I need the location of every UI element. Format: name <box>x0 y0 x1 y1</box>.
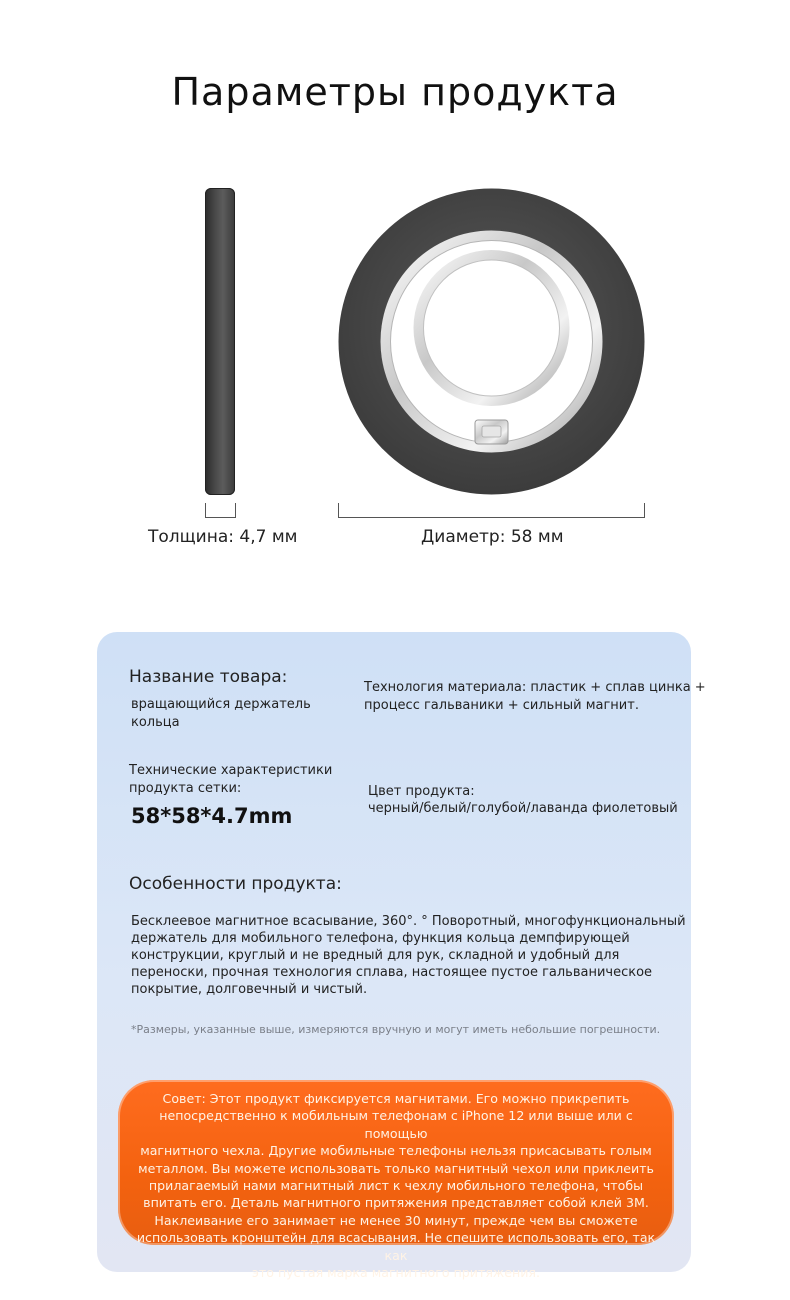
tip-line: непосредственно к мобильным телефонам с iPhone 12 или выше или с помощью <box>159 1108 633 1141</box>
thickness-dimension-bracket <box>205 503 236 518</box>
color-heading: Цвет продукта: <box>368 784 475 799</box>
product-front-view-image <box>338 188 645 495</box>
features-line: конструкции, круглый и не вредный для рук, складной и удобный для <box>131 948 620 963</box>
material-technology <box>364 679 706 715</box>
mesh-heading-line: продукта сетки: <box>129 781 242 796</box>
tip-box <box>118 1080 674 1281</box>
tip-line: использовать кронштейн для всасывания. Не спешите использовать его, так как <box>136 1230 656 1263</box>
features-line: покрытие, долговечный и чистый. <box>131 982 368 997</box>
features-line: держатель для мобильного телефона, функция кольца демпфирующей <box>131 931 630 946</box>
tip-text <box>132 1090 660 1281</box>
material-line: процесс гальваники + сильный магнит. <box>364 698 639 713</box>
tip-line: Наклеивание его занимает не менее 30 минут, прежде чем вы сможете <box>154 1212 638 1228</box>
product-side-view-image <box>205 188 235 495</box>
material-line: Технология материала: пластик + сплав цинка + <box>364 680 706 695</box>
tip-line: это пустая марка магнитного притяжения. <box>251 1265 540 1281</box>
features-line: Бесклеевое магнитное всасывание, 360°. ° Поворотный, многофункциональный <box>131 914 686 929</box>
tip-line: металлом. Вы можете использовать только магнитный чехол или приклеить <box>138 1160 654 1176</box>
features-heading: Особенности продукта: <box>129 874 342 894</box>
features-text <box>131 913 686 998</box>
product-name-line: вращающийся держатель <box>131 697 311 712</box>
page-title: Параметры продукта <box>171 70 619 114</box>
product-name-value <box>131 696 311 732</box>
tip-line: впитать его. Деталь магнитного притяжения представляет собой клей 3M. <box>143 1195 649 1211</box>
mesh-spec-heading <box>129 762 332 798</box>
diameter-dimension-bracket <box>338 503 645 518</box>
color-value: черный/белый/голубой/лаванда фиолетовый <box>368 801 678 816</box>
product-name-line: кольца <box>131 715 180 730</box>
tip-line: магнитного чехла. Другие мобильные телефоны нельзя присасывать голым <box>140 1143 652 1159</box>
measurement-note: *Размеры, указанные выше, измеряются вручную и могут иметь небольшие погрешности. <box>131 1023 661 1036</box>
mesh-heading-line: Технические характеристики <box>129 763 333 778</box>
mesh-size-value: 58*58*4.7mm <box>131 804 293 828</box>
product-name-heading: Название товара: <box>129 667 288 687</box>
diameter-label: Диаметр: 58 мм <box>421 527 564 547</box>
tip-line: прилагаемый нами магнитный лист к чехлу мобильного телефона, чтобы <box>148 1178 644 1194</box>
features-line: переноски, прочная технология сплава, настоящее пустое гальваническое <box>131 965 653 980</box>
thickness-label: Толщина: 4,7 мм <box>148 527 298 547</box>
tip-line: Совет: Этот продукт фиксируется магнитами. Его можно прикрепить <box>162 1091 630 1106</box>
